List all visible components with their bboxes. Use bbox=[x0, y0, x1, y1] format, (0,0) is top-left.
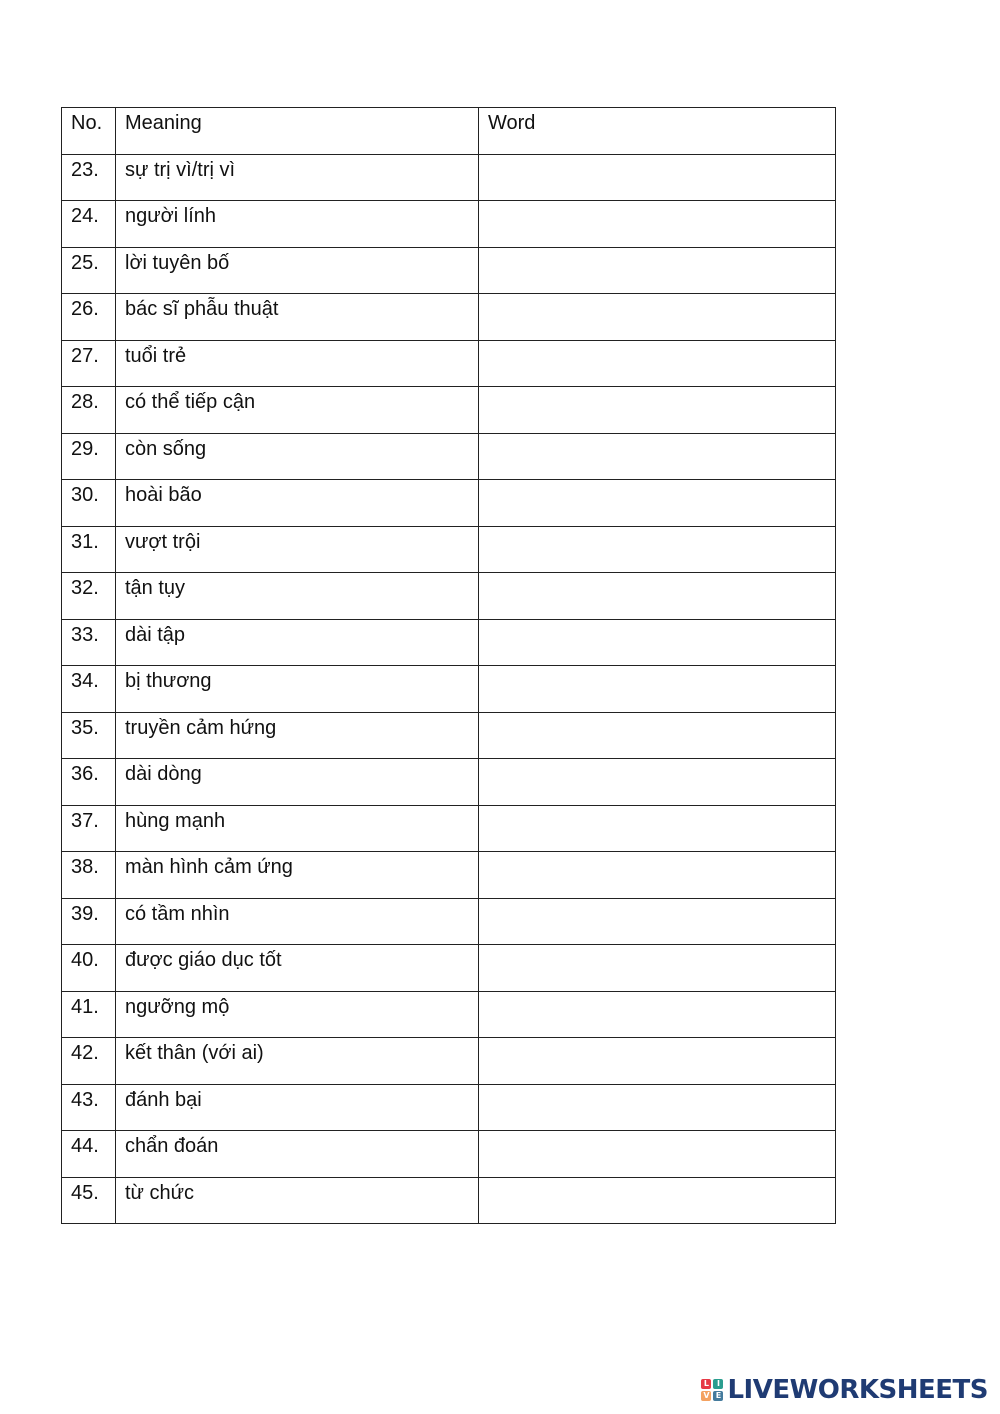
table-row bbox=[62, 154, 836, 201]
row-number: 43. bbox=[71, 1088, 99, 1111]
table-row bbox=[62, 1038, 836, 1085]
vocabulary-table bbox=[61, 107, 836, 1224]
word-answer-cell[interactable] bbox=[479, 294, 836, 341]
word-answer-cell[interactable] bbox=[479, 852, 836, 899]
row-number-cell bbox=[62, 1084, 116, 1131]
meaning-cell bbox=[116, 201, 479, 248]
row-number-cell bbox=[62, 1038, 116, 1085]
word-answer-text[interactable] bbox=[488, 480, 835, 485]
meaning-text: lời tuyên bố bbox=[125, 251, 230, 274]
row-number: 37. bbox=[71, 809, 99, 832]
row-number: 23. bbox=[71, 158, 99, 181]
word-answer-cell[interactable] bbox=[479, 387, 836, 434]
meaning-cell bbox=[116, 1038, 479, 1085]
word-answer-text[interactable] bbox=[488, 1085, 835, 1090]
row-number-cell bbox=[62, 201, 116, 248]
word-answer-text[interactable] bbox=[488, 155, 835, 160]
meaning-cell bbox=[116, 898, 479, 945]
row-number: 24. bbox=[71, 205, 99, 227]
meaning-text: bác sĩ phẫu thuật bbox=[125, 298, 279, 320]
logo-square: I bbox=[713, 1379, 723, 1389]
word-answer-cell[interactable] bbox=[479, 1084, 836, 1131]
row-number-cell bbox=[62, 1177, 116, 1224]
row-number: 34. bbox=[71, 670, 99, 692]
row-number: 25. bbox=[71, 251, 99, 274]
row-number: 38. bbox=[71, 856, 99, 878]
word-answer-cell[interactable] bbox=[479, 712, 836, 759]
word-answer-cell[interactable] bbox=[479, 154, 836, 201]
meaning-cell bbox=[116, 154, 479, 201]
meaning-text: vượt trội bbox=[125, 530, 201, 553]
meaning-cell bbox=[116, 1084, 479, 1131]
meaning-cell bbox=[116, 1177, 479, 1224]
row-number: 35. bbox=[71, 716, 99, 739]
word-answer-cell[interactable] bbox=[479, 759, 836, 806]
table-row bbox=[62, 945, 836, 992]
meaning-text: dài tập bbox=[125, 623, 186, 646]
row-number-cell bbox=[62, 433, 116, 480]
table-row bbox=[62, 247, 836, 294]
meaning-cell bbox=[116, 294, 479, 341]
row-number: 29. bbox=[71, 437, 99, 460]
liveworksheets-brand bbox=[701, 1374, 988, 1406]
meaning-text: sự trị vì/trị vì bbox=[125, 158, 236, 181]
table-row bbox=[62, 1177, 836, 1224]
meaning-cell bbox=[116, 991, 479, 1038]
row-number: 41. bbox=[71, 995, 99, 1018]
table-row bbox=[62, 526, 836, 573]
table-row bbox=[62, 294, 836, 341]
row-number-cell bbox=[62, 573, 116, 620]
row-number-cell bbox=[62, 759, 116, 806]
word-answer-text[interactable] bbox=[488, 1178, 835, 1183]
table-row bbox=[62, 1084, 836, 1131]
header-word: Word bbox=[479, 108, 836, 155]
header-meaning: Meaning bbox=[116, 108, 479, 155]
word-answer-cell[interactable] bbox=[479, 945, 836, 992]
row-number-cell bbox=[62, 294, 116, 341]
meaning-cell bbox=[116, 805, 479, 852]
row-number: 33. bbox=[71, 623, 99, 646]
row-number-cell bbox=[62, 340, 116, 387]
word-answer-text[interactable] bbox=[488, 527, 835, 532]
word-answer-cell[interactable] bbox=[479, 526, 836, 573]
meaning-cell bbox=[116, 247, 479, 294]
row-number-cell bbox=[62, 991, 116, 1038]
meaning-text: từ chức bbox=[125, 1181, 195, 1204]
meaning-text: có thể tiếp cận bbox=[125, 391, 256, 413]
meaning-text: hoài bão bbox=[125, 484, 202, 506]
word-answer-cell[interactable] bbox=[479, 340, 836, 387]
table-row bbox=[62, 387, 836, 434]
table-row bbox=[62, 712, 836, 759]
row-number-cell bbox=[62, 387, 116, 434]
word-answer-text[interactable] bbox=[488, 1131, 835, 1136]
meaning-cell bbox=[116, 852, 479, 899]
word-answer-text[interactable] bbox=[488, 573, 835, 578]
meaning-cell bbox=[116, 387, 479, 434]
row-number: 32. bbox=[71, 577, 99, 599]
meaning-cell bbox=[116, 573, 479, 620]
row-number: 42. bbox=[71, 1042, 99, 1064]
meaning-text: còn sống bbox=[125, 437, 207, 460]
meaning-cell bbox=[116, 712, 479, 759]
word-answer-text[interactable] bbox=[488, 434, 835, 439]
meaning-cell bbox=[116, 666, 479, 713]
word-answer-cell[interactable] bbox=[479, 666, 836, 713]
word-answer-text[interactable] bbox=[488, 294, 835, 299]
logo-square: L bbox=[701, 1379, 711, 1389]
row-number: 31. bbox=[71, 530, 99, 553]
header-no: No. bbox=[62, 108, 116, 155]
row-number: 30. bbox=[71, 484, 99, 506]
row-number: 45. bbox=[71, 1181, 99, 1204]
word-answer-text[interactable] bbox=[488, 806, 835, 811]
table-row bbox=[62, 340, 836, 387]
meaning-text: đánh bại bbox=[125, 1088, 202, 1111]
meaning-cell bbox=[116, 480, 479, 527]
table-header-row bbox=[62, 108, 836, 155]
row-number-cell bbox=[62, 898, 116, 945]
table-row bbox=[62, 759, 836, 806]
meaning-cell bbox=[116, 619, 479, 666]
word-answer-text[interactable] bbox=[488, 201, 835, 206]
word-answer-text[interactable] bbox=[488, 1038, 835, 1043]
meaning-text: màn hình cảm ứng bbox=[125, 856, 293, 878]
word-answer-text[interactable] bbox=[488, 666, 835, 671]
row-number-cell bbox=[62, 480, 116, 527]
row-number-cell bbox=[62, 666, 116, 713]
word-answer-cell[interactable] bbox=[479, 247, 836, 294]
row-number-cell bbox=[62, 712, 116, 759]
table-row bbox=[62, 1131, 836, 1178]
word-answer-cell[interactable] bbox=[479, 619, 836, 666]
word-answer-text[interactable] bbox=[488, 759, 835, 764]
word-answer-cell[interactable] bbox=[479, 573, 836, 620]
logo-square: V bbox=[703, 1391, 710, 1400]
word-answer-text[interactable] bbox=[488, 341, 835, 346]
table-row bbox=[62, 991, 836, 1038]
meaning-cell bbox=[116, 340, 479, 387]
word-answer-text[interactable] bbox=[488, 852, 835, 857]
row-number-cell bbox=[62, 852, 116, 899]
meaning-cell bbox=[116, 526, 479, 573]
meaning-cell bbox=[116, 945, 479, 992]
word-answer-cell[interactable] bbox=[479, 991, 836, 1038]
meaning-text: được giáo dục tốt bbox=[125, 949, 282, 971]
word-answer-text[interactable] bbox=[488, 387, 835, 392]
word-answer-text[interactable] bbox=[488, 713, 835, 718]
table-row bbox=[62, 898, 836, 945]
meaning-cell bbox=[116, 1131, 479, 1178]
table-row bbox=[62, 201, 836, 248]
row-number-cell bbox=[62, 247, 116, 294]
row-number: 39. bbox=[71, 902, 99, 925]
word-answer-text[interactable] bbox=[488, 992, 835, 997]
brand-text: LIVEWORKSHEETS bbox=[727, 1375, 988, 1405]
meaning-text: tuổi trẻ bbox=[125, 344, 187, 367]
row-number: 26. bbox=[71, 298, 99, 320]
meaning-text: tận tụy bbox=[125, 577, 186, 599]
meaning-cell bbox=[116, 433, 479, 480]
word-answer-cell[interactable] bbox=[479, 805, 836, 852]
word-answer-cell[interactable] bbox=[479, 1131, 836, 1178]
table-row bbox=[62, 805, 836, 852]
row-number: 44. bbox=[71, 1135, 99, 1157]
meaning-text: ngưỡng mộ bbox=[125, 995, 230, 1018]
table-row bbox=[62, 480, 836, 527]
table-row bbox=[62, 666, 836, 713]
row-number-cell bbox=[62, 154, 116, 201]
meaning-text: chẩn đoán bbox=[125, 1135, 219, 1157]
word-answer-text[interactable] bbox=[488, 248, 835, 253]
row-number-cell bbox=[62, 805, 116, 852]
table-row bbox=[62, 852, 836, 899]
row-number: 40. bbox=[71, 949, 99, 971]
word-answer-text[interactable] bbox=[488, 620, 835, 625]
table-row bbox=[62, 573, 836, 620]
meaning-text: kết thân (với ai) bbox=[125, 1042, 264, 1064]
word-answer-cell[interactable] bbox=[479, 201, 836, 248]
row-number-cell bbox=[62, 619, 116, 666]
meaning-text: bị thương bbox=[125, 670, 212, 692]
word-answer-cell[interactable] bbox=[479, 433, 836, 480]
word-answer-text[interactable] bbox=[488, 945, 835, 950]
row-number-cell bbox=[62, 526, 116, 573]
meaning-text: có tầm nhìn bbox=[125, 902, 230, 925]
row-number: 36. bbox=[71, 763, 99, 785]
row-number-cell bbox=[62, 1131, 116, 1178]
word-answer-cell[interactable] bbox=[479, 1038, 836, 1085]
meaning-cell bbox=[116, 759, 479, 806]
table-row bbox=[62, 433, 836, 480]
meaning-text: người lính bbox=[125, 205, 216, 227]
word-answer-text[interactable] bbox=[488, 899, 835, 904]
word-answer-cell[interactable] bbox=[479, 898, 836, 945]
row-number-cell bbox=[62, 945, 116, 992]
row-number: 27. bbox=[71, 344, 99, 367]
word-answer-cell[interactable] bbox=[479, 1177, 836, 1224]
liveworksheets-logo-icon bbox=[701, 1379, 723, 1401]
vocabulary-table-body bbox=[62, 154, 836, 1224]
row-number: 28. bbox=[71, 391, 99, 413]
meaning-text: hùng mạnh bbox=[125, 809, 226, 832]
table-row bbox=[62, 619, 836, 666]
logo-square: E bbox=[713, 1391, 723, 1401]
meaning-text: dài dòng bbox=[125, 763, 202, 785]
meaning-text: truyền cảm hứng bbox=[125, 716, 277, 739]
word-answer-cell[interactable] bbox=[479, 480, 836, 527]
